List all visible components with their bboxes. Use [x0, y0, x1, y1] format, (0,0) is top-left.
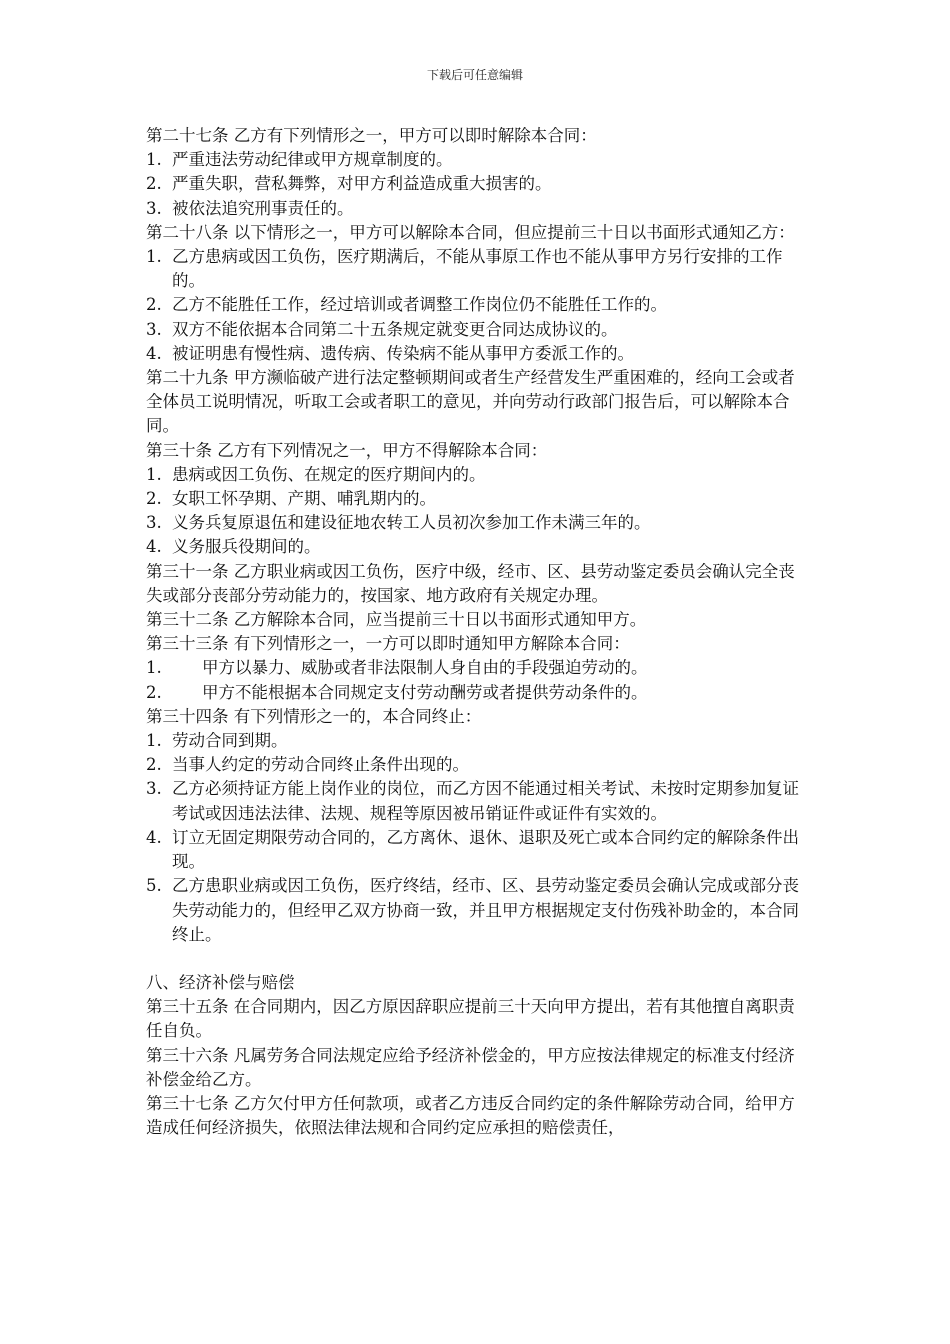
list-item-text: 当事人约定的劳动合同终止条件出现的。 — [172, 755, 469, 775]
paragraph: 第三十二条 乙方解除本合同，应当提前三十日以书面形式通知甲方。 — [146, 610, 647, 630]
list-item-number: 2. — [146, 174, 162, 194]
list-item-number: 1. — [146, 731, 162, 751]
list-item — [146, 535, 811, 559]
list-item-text: 被证明患有慢性病、遗传病、传染病不能从事甲方委派工作的。 — [172, 343, 634, 363]
list-item-number: 4. — [146, 827, 162, 847]
page-header: 下载后可任意编辑 — [426, 68, 523, 82]
list-item-number: 3. — [146, 198, 162, 218]
list-item-text: 患病或因工负伤、在规定的医疗期间内的。 — [172, 464, 486, 484]
list-item — [146, 826, 811, 874]
list-item-number: 3. — [146, 513, 162, 533]
list-item-number: 1. — [146, 658, 162, 678]
paragraph: 第二十九条 甲方濒临破产进行法定整顿期间或者生产经营发生严重困难的，经向工会或者全体员工说明情况，听取工会或者职工的意见，并向劳动行政部门报告后，可以解除本合同。 — [146, 368, 795, 436]
list-item — [146, 874, 811, 947]
list-item-text: 甲方以暴力、威胁或者非法限制人身自由的手段强迫劳动的。 — [202, 658, 648, 678]
paragraph: 第三十一条 乙方职业病或因工负伤，医疗中级，经市、区、县劳动鉴定委员会确认完全丧失或部分丧部分劳动能力的，按国家、地方政府有关规定办理。 — [146, 561, 795, 605]
list-item-number: 1. — [146, 464, 162, 484]
list-item — [146, 511, 811, 535]
list-item-text: 被依法追究刑事责任的。 — [172, 198, 354, 218]
list-item-number: 2. — [146, 755, 162, 775]
list-item-number: 1. — [146, 247, 162, 267]
list-item — [146, 197, 811, 221]
list-item-number: 1. — [146, 150, 162, 170]
blank-line — [146, 947, 811, 971]
list-item — [146, 487, 811, 511]
list-item-text: 严重违法劳动纪律或甲方规章制度的。 — [172, 150, 453, 170]
paragraph: 第三十七条 乙方欠付甲方任何款项，或者乙方违反合同约定的条件解除劳动合同，给甲方造成任何经济损失，依照法律法规和合同约定应承担的赔偿责任， — [146, 1093, 795, 1138]
list-item — [146, 777, 811, 825]
list-item-number: 3. — [146, 319, 162, 339]
list-item-text: 劳动合同到期。 — [172, 731, 288, 751]
list-item-number: 2. — [146, 489, 162, 509]
list-item-text: 乙方必须持证方能上岗作业的岗位，而乙方因不能通过相关考试、未按时定期参加复证考试或因违法法律、法规、规程等原因被吊销证件或证件有实效的。 — [172, 779, 799, 823]
list-item-text: 义务兵复原退伍和建设征地农转工人员初次参加工作未满三年的。 — [172, 513, 651, 533]
list-item — [146, 245, 811, 293]
list-item — [146, 681, 811, 705]
document-body — [146, 124, 811, 1140]
paragraph: 八、经济补偿与赔偿 — [146, 972, 295, 992]
paragraph: 第三十六条 凡属劳务合同法规定应给予经济补偿金的，甲方应按法律规定的标准支付经济补偿金给乙方。 — [146, 1045, 795, 1089]
list-item-text: 订立无固定期限劳动合同的，乙方离休、退休、退职及死亡或本合同约定的解除条件出现。 — [172, 827, 799, 872]
list-item-text: 乙方患病或因工负伤，医疗期满后，不能从事原工作也不能从事甲方另行安排的工作的。 — [172, 247, 783, 291]
paragraph: 第二十七条 乙方有下列情形之一，甲方可以即时解除本合同： — [146, 126, 597, 145]
list-item — [146, 342, 811, 366]
list-item — [146, 656, 811, 680]
paragraph: 第三十三条 有下列情形之一，一方可以即时通知甲方解除本合同： — [146, 634, 630, 654]
list-item-number: 2. — [146, 682, 162, 702]
list-item-text: 乙方患职业病或因工负伤，医疗终结，经市、区、县劳动鉴定委员会确认完成或部分丧失劳动能力的，但经甲乙双方协商一致，并且甲方根据规定支付伤残补助金的，本合同终止。 — [172, 876, 799, 944]
paragraph: 第三十四条 有下列情形之一的，本合同终止： — [146, 706, 482, 726]
list-item-text: 双方不能依据本合同第二十五条规定就变更合同达成协议的。 — [172, 319, 618, 339]
list-item-text: 甲方不能根据本合同规定支付劳动酬劳或者提供劳动条件的。 — [202, 682, 648, 702]
list-item-number: 4. — [146, 343, 162, 363]
list-item-number: 5. — [146, 876, 162, 896]
list-item — [146, 172, 811, 196]
paragraph: 第三十五条 在合同期内，因乙方原因辞职应提前三十天向甲方提出，若有其他擅自离职责任自负。 — [146, 997, 795, 1041]
list-item-number: 3. — [146, 779, 162, 799]
list-item — [146, 463, 811, 487]
paragraph: 第三十条 乙方有下列情况之一，甲方不得解除本合同： — [146, 440, 548, 460]
paragraph: 第二十八条 以下情形之一，甲方可以解除本合同，但应提前三十日以书面形式通知乙方： — [146, 222, 795, 242]
list-item-number: 4. — [146, 537, 162, 557]
list-item-text: 女职工怀孕期、产期、哺乳期内的。 — [172, 489, 436, 509]
list-item-number: 2. — [146, 295, 162, 315]
list-item — [146, 318, 811, 342]
list-item — [146, 753, 811, 777]
list-item — [146, 293, 811, 317]
list-item-text: 乙方不能胜任工作，经过培训或者调整工作岗位仍不能胜任工作的。 — [172, 295, 667, 315]
list-item-text: 义务服兵役期间的。 — [172, 537, 321, 557]
list-item-text: 严重失职，营私舞弊，对甲方利益造成重大损害的。 — [172, 174, 552, 194]
list-item — [146, 148, 811, 172]
list-item — [146, 729, 811, 753]
